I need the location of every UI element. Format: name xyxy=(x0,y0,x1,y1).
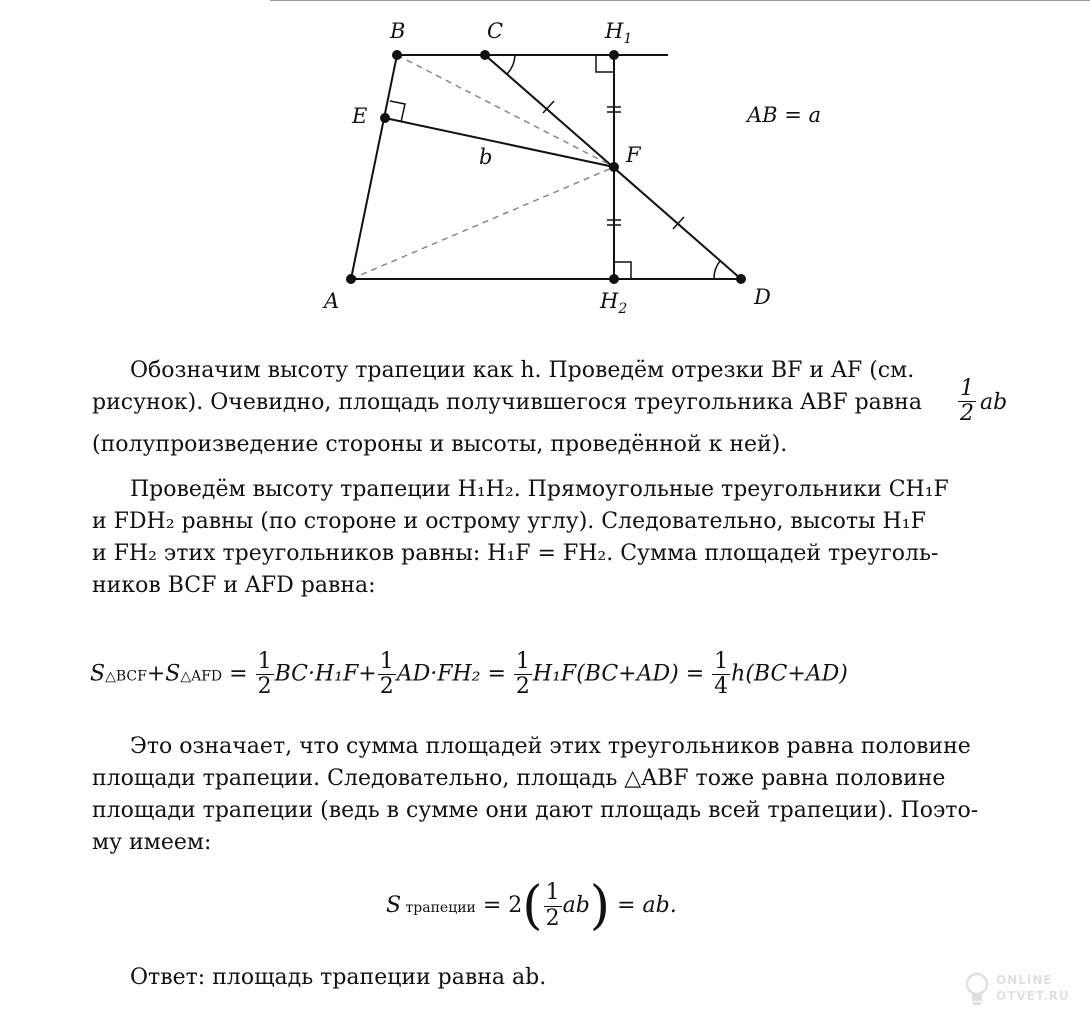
label-c: C xyxy=(487,19,504,43)
answer-line: Ответ: площадь трапеции равна ab. xyxy=(130,965,547,990)
label-h2: $H_2$ xyxy=(600,289,628,317)
angle-arc-c xyxy=(507,55,515,74)
label-h1: $H_1$ xyxy=(605,19,633,47)
p1-line2-text: рисунок). Очевидно, площадь получившегося треугольника ABF равна xyxy=(92,390,922,415)
formula-trapezoid-area: S трапеции = 2( $\frac{1}{2}$ ab) = ab. xyxy=(386,876,677,936)
p2-line2: и FDH₂ равны (по стороне и острому углу). Следовательно, высоты H₁F xyxy=(92,509,926,534)
watermark-logo xyxy=(962,970,1072,1014)
angle-arc-d xyxy=(714,261,720,279)
paragraph-2 xyxy=(92,474,1012,602)
p2-line3: и FH₂ этих треугольников равны: H₁F = FH₂. Сумма площадей треуголь- xyxy=(92,541,939,566)
point-h2 xyxy=(609,274,619,284)
given-ab-equals-a: AB = a xyxy=(747,103,822,127)
p1-line3: (полупроизведение стороны и высоты, проведённой к ней). xyxy=(92,432,788,457)
label-b: B xyxy=(390,19,406,43)
lightbulb-icon xyxy=(964,972,990,1006)
label-e: E xyxy=(352,104,368,128)
point-e xyxy=(380,113,390,123)
point-h1 xyxy=(609,50,619,60)
paragraph-3 xyxy=(92,731,1012,859)
p3-line4: му имеем: xyxy=(92,830,212,855)
p3-line2: площади трапеции. Следовательно, площадь △ABF тоже равна половине xyxy=(92,766,946,791)
p1-fraction: $\frac{1}{2}$ xyxy=(960,376,974,427)
point-c xyxy=(480,50,490,60)
p2-line1: Проведём высоту трапеции H₁H₂. Прямоугольные треугольники CH₁F xyxy=(130,477,949,502)
label-a: A xyxy=(324,289,340,313)
p1-line1: Обозначим высоту трапеции как h. Проведём отрезки BF и AF (см. xyxy=(130,358,915,383)
dashed-af xyxy=(351,167,614,279)
point-b xyxy=(392,50,402,60)
segment-ef xyxy=(385,118,614,167)
point-d xyxy=(736,274,746,284)
p3-line1: Это означает, что сумма площадей этих треугольников равна половине xyxy=(130,734,971,759)
point-f xyxy=(609,162,619,172)
p3-line3: площади трапеции (ведь в сумме они дают площадь всей трапеции). Поэто- xyxy=(92,798,979,823)
point-a xyxy=(346,274,356,284)
p1-frac-tail: ab xyxy=(980,390,1008,415)
label-b-length: b xyxy=(479,145,493,169)
label-d: D xyxy=(754,285,771,309)
label-f: F xyxy=(626,143,641,167)
segment-ab xyxy=(351,55,397,279)
trapezoid-figure xyxy=(0,0,1090,340)
formula-triangle-areas: S△BCF+S△AFD = $\frac{1}{2}$ BC·H₁F+ $\frac{1}{2}$ AD·FH₂ = $\frac{1}{2}$ H₁F(BC+AD) = $\frac{1}{4}$ h(BC+AD) xyxy=(90,649,848,700)
watermark-text: ONLINE OTVET.RU xyxy=(996,973,1070,1003)
paragraph-1 xyxy=(92,355,1012,461)
p2-line4: ников BCF и AFD равна: xyxy=(92,573,376,598)
p1-line2 xyxy=(92,376,1012,427)
